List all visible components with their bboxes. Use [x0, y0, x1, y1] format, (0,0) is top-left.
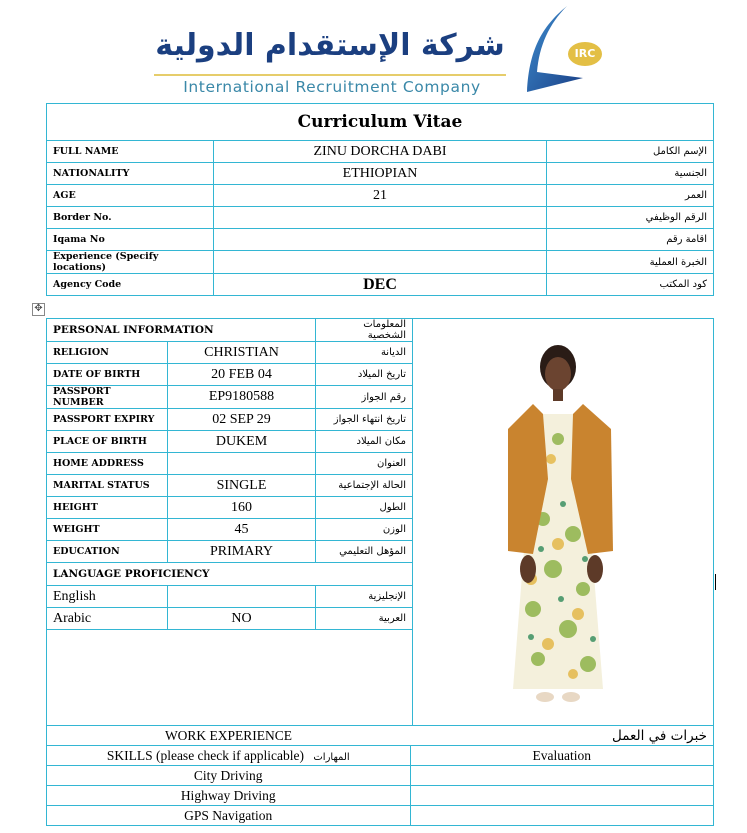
border-no-value [214, 207, 547, 229]
field-label: WEIGHT [47, 519, 168, 541]
passport-expiry-value: 02 SEP 29 [168, 409, 316, 431]
table-row [47, 608, 412, 630]
field-label-ar: الوزن [316, 519, 413, 541]
field-label-ar: تاريخ الميلاد [316, 364, 413, 386]
table-row [47, 251, 714, 274]
skill-evaluation[interactable] [410, 786, 714, 806]
table-row [47, 342, 412, 364]
work-experience-table [46, 725, 714, 826]
table-row [47, 207, 714, 229]
field-label: FULL NAME [47, 141, 214, 163]
iqama-no-value [214, 229, 547, 251]
logo-divider [154, 74, 506, 76]
table-row [47, 386, 412, 409]
personal-info-section [46, 318, 714, 726]
table-row [47, 185, 714, 207]
full-name-value: ZINU DORCHA DABI [214, 141, 547, 163]
field-label-ar: الرقم الوظيفي [547, 207, 714, 229]
table-row [47, 766, 714, 786]
agency-code-value: DEC [214, 274, 547, 296]
field-label-ar: اقامة رقم [547, 229, 714, 251]
language-label-ar: العربية [316, 608, 413, 630]
field-label: MARITAL STATUS [47, 475, 168, 497]
personal-info-heading: PERSONAL INFORMATION [47, 319, 316, 342]
field-label: RELIGION [47, 342, 168, 364]
field-label-ar: العمر [547, 185, 714, 207]
field-label-ar: العنوان [316, 453, 413, 475]
field-label: Border No. [47, 207, 214, 229]
education-value: PRIMARY [168, 541, 316, 563]
skills-heading-ar: المهارات [313, 751, 350, 763]
table-row [47, 519, 412, 541]
work-experience-heading-ar: خبرات في العمل [410, 726, 714, 746]
table-row [47, 541, 412, 563]
table-row [47, 431, 412, 453]
field-label: HEIGHT [47, 497, 168, 519]
home-address-value [168, 453, 316, 475]
passport-number-value: EP9180588 [168, 386, 316, 409]
field-label: PASSPORT NUMBER [47, 386, 168, 409]
photo-cell [413, 319, 714, 726]
field-label: NATIONALITY [47, 163, 214, 185]
cv-summary-table [46, 103, 714, 296]
table-row [47, 409, 412, 431]
field-label: Experience (Specify locations) [47, 251, 214, 274]
table-row [47, 141, 714, 163]
marital-status-value: SINGLE [168, 475, 316, 497]
candidate-photo [413, 319, 713, 725]
table-move-handle-icon[interactable]: ✥ [32, 303, 45, 316]
english-value [168, 586, 316, 608]
table-row [47, 586, 412, 608]
date-of-birth-value: 20 FEB 04 [168, 364, 316, 386]
table-row [47, 453, 412, 475]
field-label-ar: الحالة الإجتماعية [316, 475, 413, 497]
evaluation-heading: Evaluation [410, 746, 714, 766]
language-label: Arabic [47, 608, 168, 630]
work-experience-heading: WORK EXPERIENCE [47, 726, 411, 746]
skill-name: City Driving [47, 766, 411, 786]
field-label-ar: مكان الميلاد [316, 431, 413, 453]
company-logo [150, 6, 596, 98]
height-value: 160 [168, 497, 316, 519]
place-of-birth-value: DUKEM [168, 431, 316, 453]
skills-heading-en: SKILLS (please check if applicable) [106, 747, 304, 763]
cv-title: Curriculum Vitae [47, 104, 714, 141]
arabic-value: NO [168, 608, 316, 630]
field-label: Agency Code [47, 274, 214, 296]
field-label-ar: تاريخ انتهاء الجواز [316, 409, 413, 431]
skill-name: GPS Navigation [47, 806, 411, 826]
field-label-ar: كود المكتب [547, 274, 714, 296]
table-row [47, 497, 412, 519]
skill-evaluation[interactable] [410, 806, 714, 826]
language-label-ar: الإنجليزية [316, 586, 413, 608]
field-label-ar: المؤهل التعليمي [316, 541, 413, 563]
field-label-ar: الإسم الكامل [547, 141, 714, 163]
company-name-english: International Recruitment Company [183, 78, 481, 96]
personal-info-cell [47, 319, 413, 726]
table-row [47, 475, 412, 497]
field-label-ar: الطول [316, 497, 413, 519]
personal-info-heading-ar: المعلومات الشخصية [316, 319, 413, 342]
table-row [47, 274, 714, 296]
language-label: English [47, 586, 168, 608]
language-proficiency-heading: LANGUAGE PROFICIENCY [47, 563, 412, 586]
experience-value [214, 251, 547, 274]
field-label: PLACE OF BIRTH [47, 431, 168, 453]
table-row [47, 364, 412, 386]
religion-value: CHRISTIAN [168, 342, 316, 364]
skills-heading [47, 746, 411, 766]
skill-evaluation[interactable] [410, 766, 714, 786]
table-row [47, 229, 714, 251]
field-label-ar: رقم الجواز [316, 386, 413, 409]
field-label: Iqama No [47, 229, 214, 251]
field-label: PASSPORT EXPIRY [47, 409, 168, 431]
age-value: 21 [214, 185, 547, 207]
field-label-ar: الخبرة العملية [547, 251, 714, 274]
company-name-arabic: شركة الإستقدام الدولية [155, 28, 505, 63]
text-cursor [715, 574, 716, 590]
field-label: DATE OF BIRTH [47, 364, 168, 386]
personal-info-table [47, 319, 412, 630]
field-label-ar: الجنسية [547, 163, 714, 185]
skill-name: Highway Driving [47, 786, 411, 806]
table-row [47, 806, 714, 826]
table-row [47, 786, 714, 806]
field-label-ar: الديانة [316, 342, 413, 364]
field-label: HOME ADDRESS [47, 453, 168, 475]
weight-value: 45 [168, 519, 316, 541]
table-row [47, 163, 714, 185]
field-label: EDUCATION [47, 541, 168, 563]
nationality-value: ETHIOPIAN [214, 163, 547, 185]
field-label: AGE [47, 185, 214, 207]
irc-badge: IRC [568, 42, 602, 66]
